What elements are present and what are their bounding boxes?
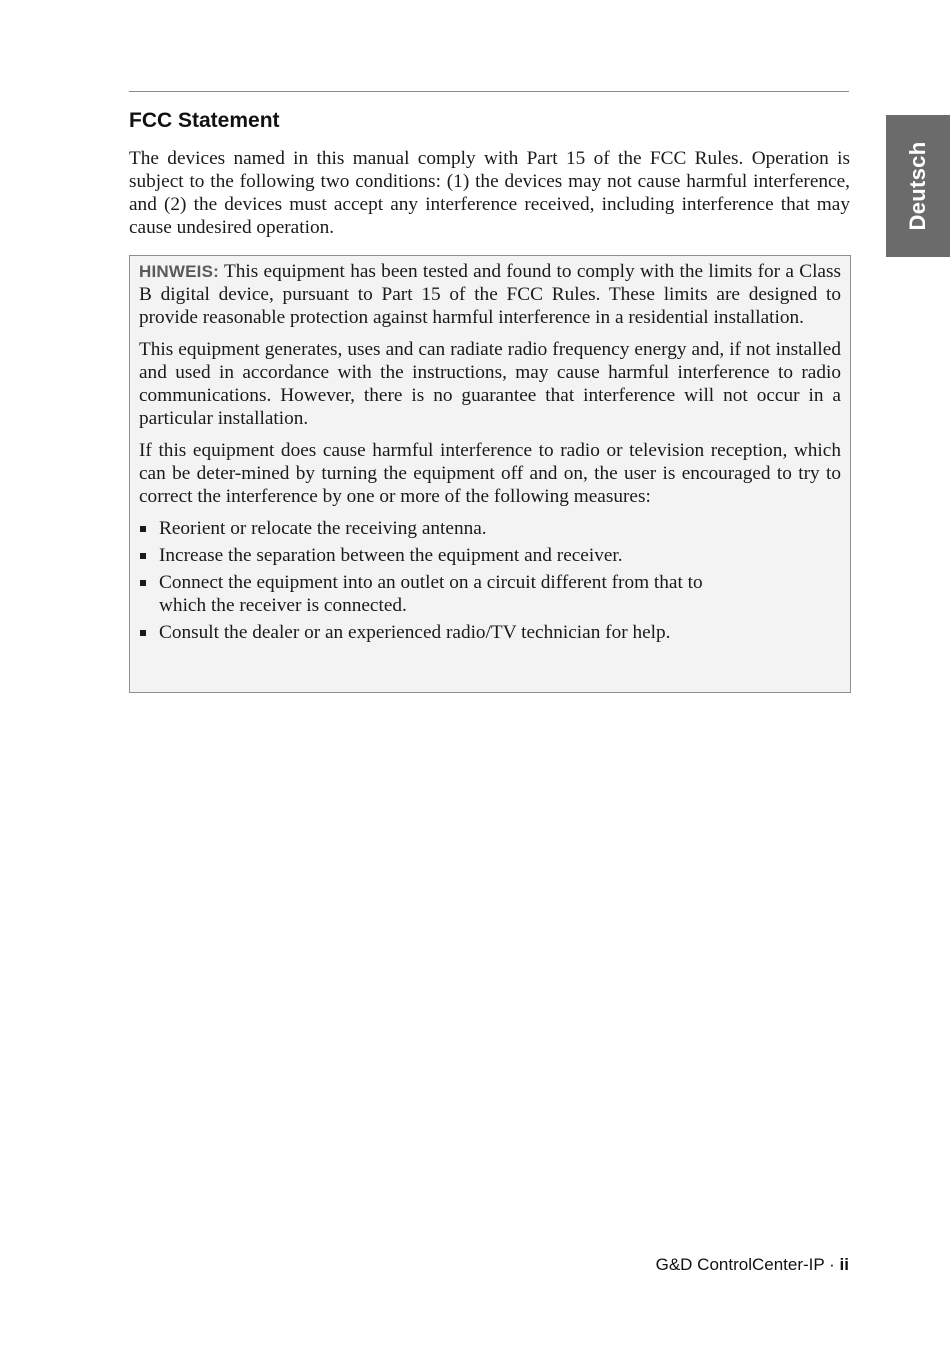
footer-product: G&D ControlCenter-IP · xyxy=(655,1255,840,1274)
page-footer xyxy=(656,1255,849,1275)
notice-label: HINWEIS: xyxy=(139,262,219,281)
bullet-square-icon xyxy=(140,580,146,586)
notice-box xyxy=(129,255,851,693)
list-item-text: Consult the dealer or an experienced radio/TV technician for help. xyxy=(159,622,671,643)
language-tab-label: Deutsch xyxy=(905,141,930,231)
language-tab[interactable] xyxy=(886,115,950,257)
section-heading: FCC Statement xyxy=(129,109,280,132)
list-item-text: Connect the equipment into an outlet on a circuit different from that to which the receiver is connected. xyxy=(159,572,703,616)
list-item xyxy=(139,571,749,617)
bullet-square-icon xyxy=(140,526,146,532)
list-item xyxy=(139,517,841,540)
list-item xyxy=(139,621,841,644)
list-item xyxy=(139,544,841,567)
bullet-square-icon xyxy=(140,553,146,559)
notice-paragraph-2: This equipment generates, uses and can radiate radio frequency energy and, if not installed and used in accordance with the instructions, may cause harmful interference to radio communications. However, there is no guarantee that interference will not occur in a particular installation. xyxy=(139,339,841,429)
notice-paragraph-1-text: This equipment has been tested and found to comply with the limits for a Class B digital device, pursuant to Part 15 of the FCC Rules. These limits are designed to provide reasonable protection against harmful interference in a residential installation. xyxy=(139,261,841,328)
list-item-text: Reorient or relocate the receiving antenna. xyxy=(159,518,487,539)
list-item-text: Increase the separation between the equipment and receiver. xyxy=(159,545,623,566)
notice-paragraph-1 xyxy=(139,260,841,329)
intro-paragraph: The devices named in this manual comply with Part 15 of the FCC Rules. Operation is subject to the following two conditions: (1) the devices may not cause harmful interference, and (2) the devices must accept any interference received, including interference that may cause undesired operation. xyxy=(129,148,850,238)
measures-list xyxy=(139,517,841,644)
notice-paragraph-3: If this equipment does cause harmful interference to radio or television reception, which can be deter-mined by turning the equipment off and on, the user is encouraged to try to correct the interference by one or more of the following measures: xyxy=(139,440,841,507)
bullet-square-icon xyxy=(140,630,146,636)
top-rule xyxy=(129,91,849,92)
page-number: ii xyxy=(839,1255,849,1274)
